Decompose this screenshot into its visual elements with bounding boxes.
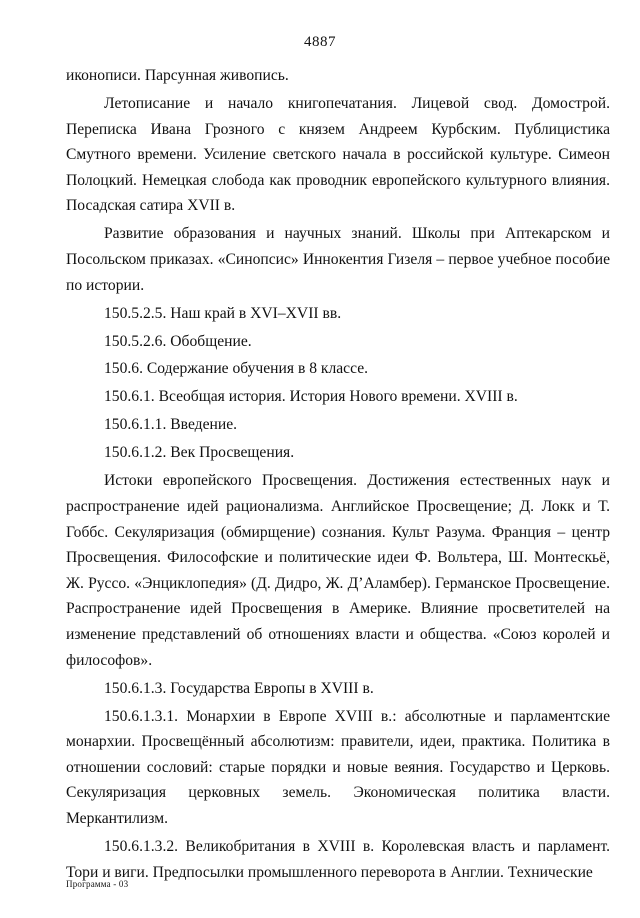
section-heading-150-6-1-2: 150.6.1.2. Век Просвещения.	[104, 444, 295, 462]
paragraph-enlightenment: Истоки европейского Просвещения. Достижения естественных наук и распространение идей рационализма. Английское Просвещение; Д. Локк и Т. Гоббс. Секуляризация (обмирщение) сознания. Культ Разума. Франция – центр Просвещения. Философские и политические идеи Ф. Вольтера, Ш. Монтескьё, Ж. Руссо. «Энциклопедия» (Д. Дидро, Ж. Д’Аламбер). Германское Просвещение. Распространение идей Просвещения в Америке. Влияние просветителей на изменение представлений об отношениях власти и общества. «Союз королей и философов».	[66, 472, 610, 669]
section-heading-150-5-2-6: 150.5.2.6. Обобщение.	[104, 332, 252, 350]
section-heading-150-6-1: 150.6.1. Всеобщая история. История Нового времени. XVIII в.	[104, 388, 518, 406]
section-heading-150-5-2-5: 150.5.2.5. Наш край в XVI–XVII вв.	[104, 304, 342, 322]
page-number: 4887	[304, 34, 336, 50]
footer-label: Программа - 03	[66, 879, 129, 889]
paragraph-continuation: иконописи. Парсунная живопись.	[66, 67, 289, 84]
section-heading-150-6-1-3: 150.6.1.3. Государства Европы в XVIII в.	[104, 679, 374, 697]
paragraph-monarchies: 150.6.1.3.1. Монархии в Европе XVIII в.: абсолютные и парламентские монархии. Просвещённый абсолютизм: правители, идеи, практика. Политика в отношении сословий: старые порядки и новые веяния. Государство и Церковь. Секуляризация церковных земель. Экономическая политика власти. Меркантилизм.	[66, 707, 610, 827]
body-text	[66, 63, 610, 885]
section-heading-150-6-1-1: 150.6.1.1. Введение.	[104, 416, 238, 434]
paragraph-chronicles: Летописание и начало книгопечатания. Лицевой свод. Домострой. Переписка Ивана Грозного с князем Андреем Курбским. Публицистика Смутного времени. Усиление светского начала в российской культуре. Симеон Полоцкий. Немецкая слобода как проводник европейского культурного влияния. Посадская сатира XVII в.	[66, 94, 610, 215]
paragraph-great-britain: 150.6.1.3.2. Великобритания в XVIII в. Королевская власть и парламент. Тори и виги. Предпосылки промышленного переворота в Англии. Технические	[66, 837, 610, 881]
paragraph-education: Развитие образования и научных знаний. Школы при Аптекарском и Посольском приказах. «Синопсис» Иннокентия Гизеля – первое учебное пособие по истории.	[66, 225, 610, 294]
section-heading-150-6: 150.6. Содержание обучения в 8 классе.	[104, 360, 369, 378]
